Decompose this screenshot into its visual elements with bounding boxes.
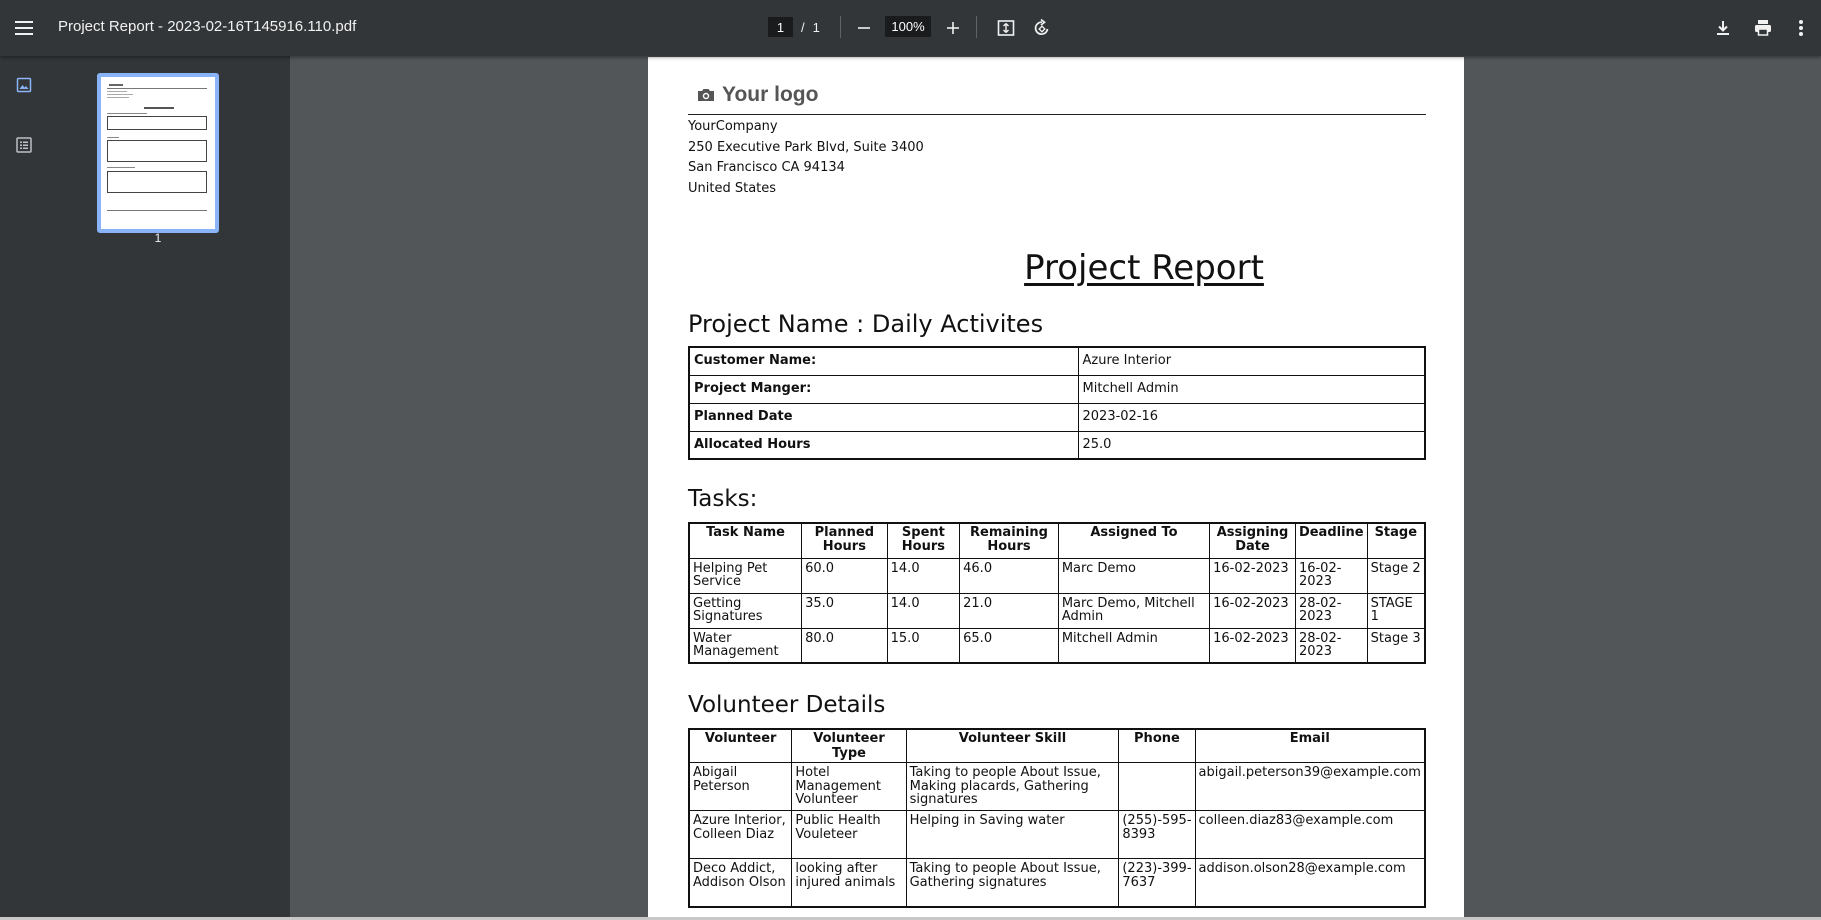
info-value: Mitchell Admin: [1078, 375, 1425, 403]
table-row: [689, 558, 1425, 593]
table-cell: 28-02-2023: [1295, 628, 1367, 663]
table-cell: Marc Demo, Mitchell Admin: [1058, 593, 1209, 628]
page-thumbnail[interactable]: [97, 73, 219, 233]
company-country: United States: [688, 180, 777, 196]
report-title: Project Report: [1024, 248, 1264, 288]
company-logo: [696, 83, 818, 107]
camera-icon: [696, 86, 716, 104]
column-header: Assigned To: [1058, 523, 1209, 558]
tasks-table: [688, 522, 1426, 664]
page-selector: [768, 16, 820, 38]
zoom-input[interactable]: [885, 16, 931, 37]
more-vert-icon[interactable]: [1788, 15, 1814, 41]
table-cell: Mitchell Admin: [1058, 628, 1209, 663]
column-header: Assigning Date: [1210, 523, 1296, 558]
info-value: 2023-02-16: [1078, 403, 1425, 431]
table-cell: 16-02-2023: [1210, 593, 1296, 628]
table-cell: 46.0: [960, 558, 1059, 593]
table-cell: (223)-399-7637: [1119, 859, 1195, 907]
table-cell: Stage 2: [1367, 558, 1425, 593]
table-cell: Stage 3: [1367, 628, 1425, 663]
table-cell: Public Health Vouleteer: [792, 811, 906, 859]
table-row: [689, 431, 1425, 459]
column-header: Deadline: [1295, 523, 1367, 558]
thumbnail-page-number: 1: [154, 231, 162, 245]
column-header: Task Name: [689, 523, 802, 558]
table-row: [689, 859, 1425, 907]
table-row: [689, 375, 1425, 403]
column-header: Planned Hours: [802, 523, 888, 558]
table-cell: 21.0: [960, 593, 1059, 628]
info-value: Azure Interior: [1078, 347, 1425, 375]
toolbar-divider: [840, 16, 841, 38]
table-row: [689, 763, 1425, 811]
table-cell: Getting Signatures: [689, 593, 802, 628]
column-header: Email: [1195, 729, 1425, 763]
table-cell: looking after injured animals: [792, 859, 906, 907]
zoom-in-icon[interactable]: [940, 15, 966, 41]
table-row: [689, 628, 1425, 663]
table-row: [689, 593, 1425, 628]
thumbnails-icon[interactable]: [12, 73, 36, 97]
table-cell: Deco Addict, Addison Olson: [689, 859, 792, 907]
toolbar-divider: [976, 16, 977, 38]
table-cell: 14.0: [887, 593, 960, 628]
table-cell: Marc Demo: [1058, 558, 1209, 593]
table-cell: 60.0: [802, 558, 888, 593]
print-icon[interactable]: [1750, 15, 1776, 41]
table-cell: Abigail Peterson: [689, 763, 792, 811]
table-cell: colleen.diaz83@example.com: [1195, 811, 1425, 859]
pdf-page: [648, 57, 1464, 920]
menu-icon[interactable]: [12, 16, 36, 40]
fit-page-icon[interactable]: [993, 15, 1019, 41]
project-info-table: [688, 346, 1426, 460]
table-cell: Azure Interior, Colleen Diaz: [689, 811, 792, 859]
table-row: [689, 811, 1425, 859]
table-row: [689, 347, 1425, 375]
table-cell: 15.0: [887, 628, 960, 663]
table-cell: 35.0: [802, 593, 888, 628]
download-icon[interactable]: [1710, 15, 1736, 41]
table-cell: Taking to people About Issue, Gathering signatures: [906, 859, 1119, 907]
rotate-icon[interactable]: [1029, 15, 1055, 41]
zoom-out-icon[interactable]: [851, 15, 877, 41]
table-cell: Helping Pet Service: [689, 558, 802, 593]
table-cell: 16-02-2023: [1210, 558, 1296, 593]
pdf-toolbar: [0, 0, 1821, 56]
table-cell: 16-02-2023: [1295, 558, 1367, 593]
table-cell: 16-02-2023: [1210, 628, 1296, 663]
info-label: Planned Date: [689, 403, 1078, 431]
logo-text: Your logo: [722, 83, 819, 106]
table-cell: Taking to people About Issue, Making placards, Gathering signatures: [906, 763, 1119, 811]
company-name: YourCompany: [688, 119, 778, 134]
header-divider: [688, 114, 1426, 115]
total-pages: 1: [812, 19, 820, 35]
volunteer-table: [688, 728, 1426, 908]
document-title: Project Report - 2023-02-16T145916.110.pdf: [58, 18, 357, 35]
column-header: Volunteer: [689, 729, 792, 763]
table-cell: (255)-595-8393: [1119, 811, 1195, 859]
thumbnail-sidebar: [0, 56, 290, 920]
table-cell: 28-02-2023: [1295, 593, 1367, 628]
table-cell: 80.0: [802, 628, 888, 663]
column-header: Remaining Hours: [960, 523, 1059, 558]
column-header: Spent Hours: [887, 523, 960, 558]
column-header: Volunteer Type: [792, 729, 906, 763]
table-row: [689, 403, 1425, 431]
volunteer-heading: Volunteer Details: [688, 692, 886, 718]
company-street: 250 Executive Park Blvd, Suite 3400: [688, 139, 924, 155]
column-header: Stage: [1367, 523, 1425, 558]
column-header: Volunteer Skill: [906, 729, 1119, 763]
project-heading: Project Name : Daily Activites: [688, 310, 1044, 338]
company-city: San Francisco CA 94134: [688, 160, 845, 175]
table-cell: addison.olson28@example.com: [1195, 859, 1425, 907]
page-separator: /: [801, 19, 805, 35]
table-cell: Water Management: [689, 628, 802, 663]
tasks-heading: Tasks:: [688, 486, 758, 512]
info-label: Project Manger:: [689, 375, 1078, 403]
info-label: Customer Name:: [689, 347, 1078, 375]
table-cell: Helping in Saving water: [906, 811, 1119, 859]
column-header: Phone: [1119, 729, 1195, 763]
page-number-input[interactable]: [768, 17, 793, 37]
table-cell: STAGE 1: [1367, 593, 1425, 628]
table-cell: [1119, 763, 1195, 811]
table-cell: 65.0: [960, 628, 1059, 663]
info-label: Allocated Hours: [689, 431, 1078, 459]
table-cell: abigail.peterson39@example.com: [1195, 763, 1425, 811]
table-cell: 14.0: [887, 558, 960, 593]
outline-icon[interactable]: [12, 133, 36, 157]
company-address: [688, 117, 924, 199]
info-value: 25.0: [1078, 431, 1425, 459]
table-cell: Hotel Management Volunteer: [792, 763, 906, 811]
